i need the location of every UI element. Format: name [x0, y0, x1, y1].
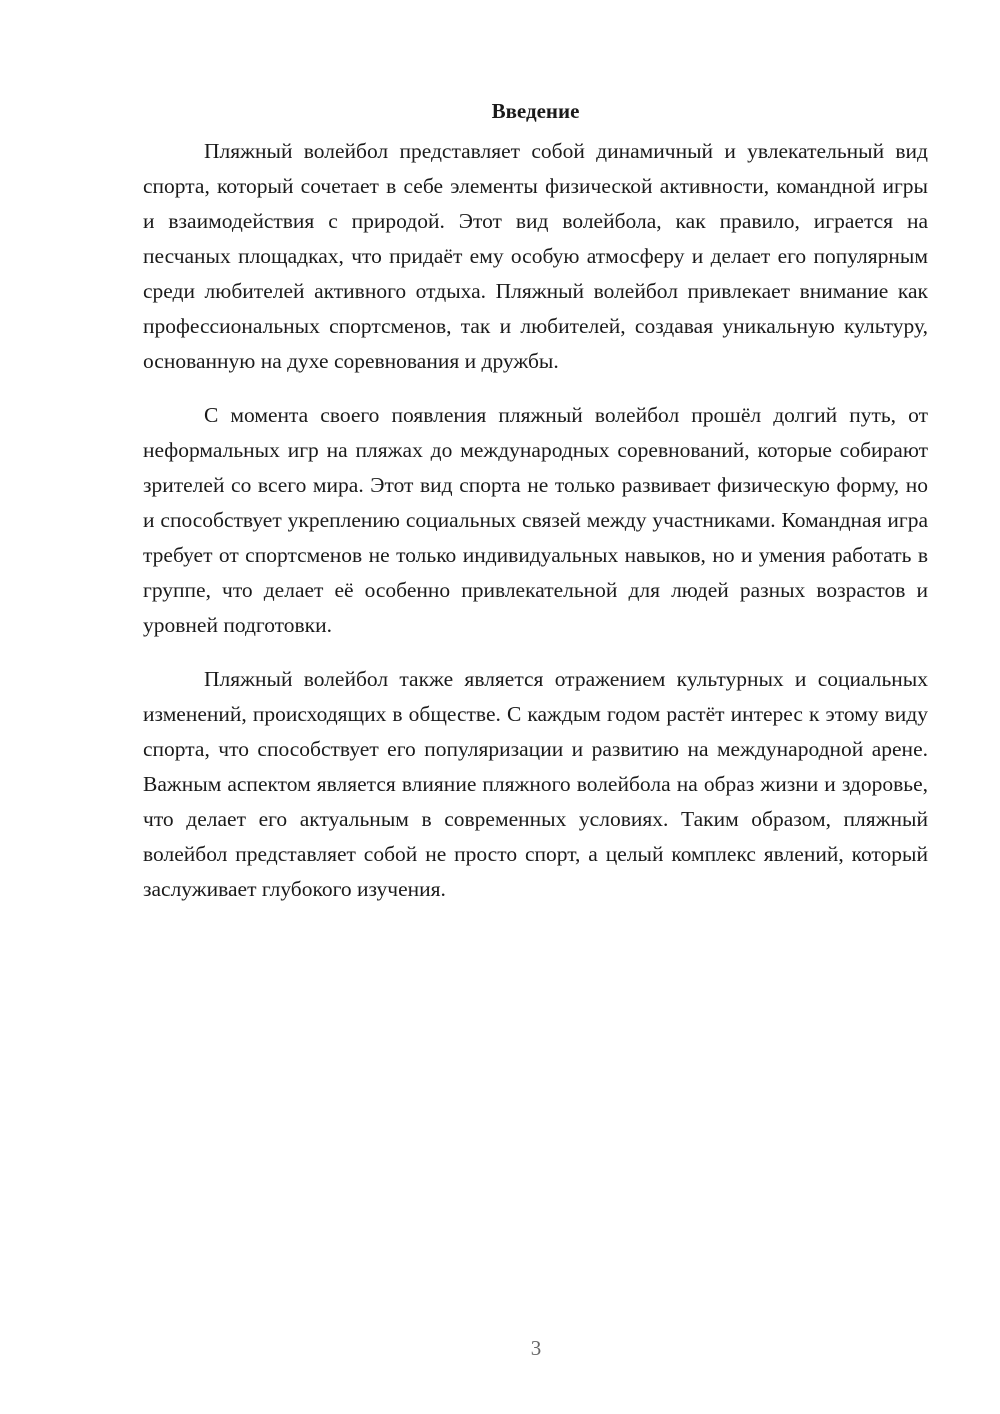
page-content: [143, 95, 928, 907]
paragraph-2: С момента своего появления пляжный волейбол прошёл долгий путь, от неформальных игр на пляжах до международных соревнований, которые собирают зрителей со всего мира. Этот вид спорта не только развивает физическую форму, но и способствует укреплению социальных связей между участниками. Командная игра требует от спортсменов не только индивидуальных навыков, но и умения работать в группе, что делает её особенно привлекательной для людей разных возрастов и уровней подготовки.: [143, 403, 928, 637]
paragraph-3: Пляжный волейбол также является отражением культурных и социальных изменений, происходящих в обществе. С каждым годом растёт интерес к этому виду спорта, что способствует его популяризации и развитию на международной арене. Важным аспектом является влияние пляжного волейбола на образ жизни и здоровье, что делает его актуальным в современных условиях. Таким образом, пляжный волейбол представляет собой не просто спорт, а целый комплекс явлений, который заслуживает глубокого изучения.: [143, 667, 928, 901]
page-number: 3: [530, 1336, 542, 1360]
paragraph-1: Пляжный волейбол представляет собой динамичный и увлекательный вид спорта, который сочетает в себе элементы физической активности, командной игры и взаимодействия с природой. Этот вид волейбола, как правило, играется на песчаных площадках, что придаёт ему особую атмосферу и делает его популярным среди любителей активного отдыха. Пляжный волейбол привлекает внимание как профессиональных спортсменов, так и любителей, создавая уникальную культуру, основанную на духе соревнования и дружбы.: [143, 139, 928, 373]
section-title: Введение: [491, 99, 580, 123]
